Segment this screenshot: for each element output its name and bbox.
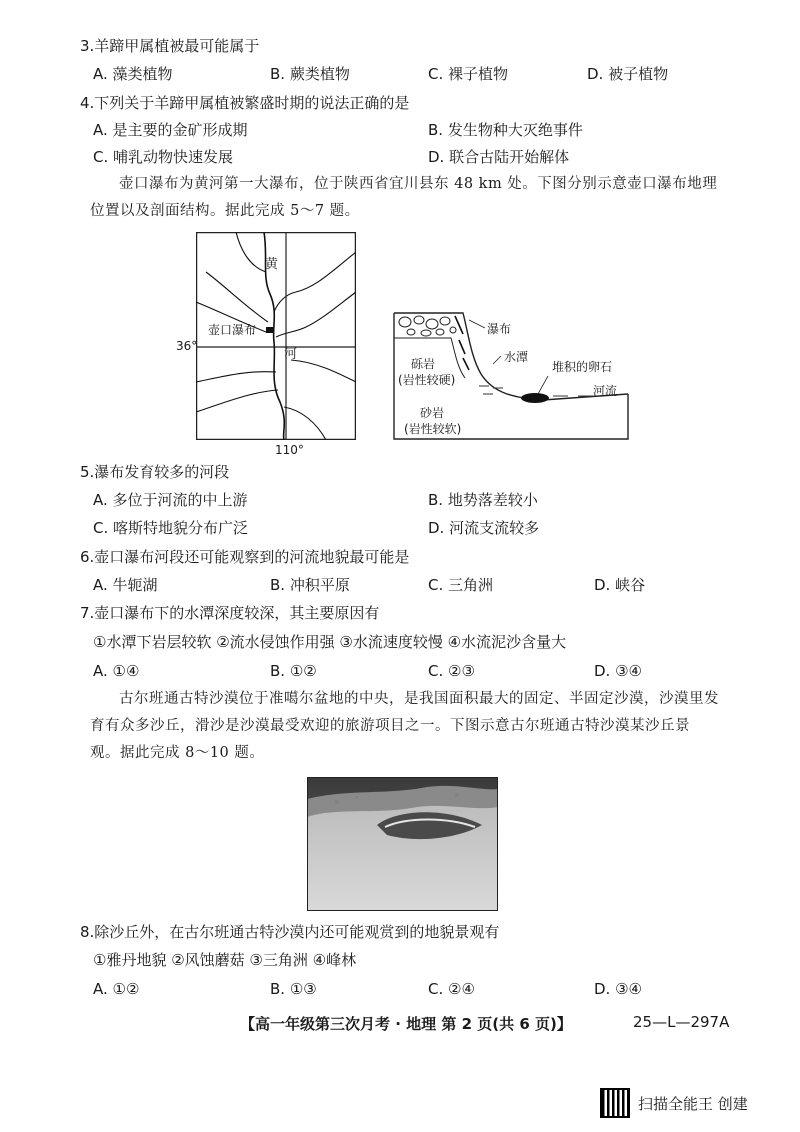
profile-label-river: 河流 xyxy=(593,384,618,398)
profile-label-sandstone-note: (岩性较软) xyxy=(404,422,462,436)
sand-dune-photo xyxy=(307,777,498,911)
q5-option-d: D. 河流支流较多 xyxy=(428,519,540,537)
map-latitude: 36° xyxy=(176,339,198,353)
q5-option-c: C. 喀斯特地貌分布广泛 xyxy=(93,519,249,537)
scanner-watermark xyxy=(600,1088,748,1118)
q7-option-a: A. ①④ xyxy=(93,662,140,680)
q4-stem: 4.下列关于羊蹄甲属植被繁盛时期的说法正确的是 xyxy=(80,94,410,112)
q4-option-d: D. 联合古陆开始解体 xyxy=(428,148,570,166)
intro-hukou-line1: 壶口瀑布为黄河第一大瀑布，位于陕西省宜川县东 48 km 处。下图分别示意壶口瀑布地理 xyxy=(119,176,718,192)
profile-label-conglomerate-note: (岩性较硬) xyxy=(398,373,456,387)
profile-label-sandstone: 砂岩 xyxy=(420,406,445,420)
pebble-pile-icon xyxy=(521,393,549,403)
q8-items: ①雅丹地貌 ②风蚀蘑菇 ③三角洲 ④峰林 xyxy=(93,951,357,969)
profile-label-pebbles: 堆积的卵石 xyxy=(552,360,613,374)
q7-option-d: D. ③④ xyxy=(594,662,642,680)
waterfall-marker-icon xyxy=(266,327,274,333)
q7-stem: 7.壶口瀑布下的水潭深度较深，其主要原因有 xyxy=(80,604,380,622)
exam-code: 25—L—297A xyxy=(633,1013,730,1031)
map-label-waterfall: 壶口瀑布 xyxy=(208,323,257,337)
q6-stem: 6.壶口瀑布河段还可能观察到的河流地貌最可能是 xyxy=(80,548,410,566)
q3-option-c: C. 裸子植物 xyxy=(428,65,509,83)
watermark-text: 扫描全能王 创建 xyxy=(638,1094,748,1113)
q7-option-b: B. ①② xyxy=(270,662,317,680)
intro-desert-line1: 古尔班通古特沙漠位于准噶尔盆地的中央，是我国面积最大的固定、半固定沙漠，沙漠里发 xyxy=(119,691,719,707)
page-footer: 【高一年级第三次月考 · 地理 第 2 页(共 6 页)】 xyxy=(240,1015,572,1033)
q8-option-b: B. ①③ xyxy=(270,980,317,998)
intro-paragraph-desert xyxy=(90,686,740,767)
q7-items: ①水潭下岩层较软 ②流水侵蚀作用强 ③水流速度较慢 ④水流泥沙含量大 xyxy=(93,633,567,651)
qr-code-icon xyxy=(600,1088,630,1118)
q8-option-d: D. ③④ xyxy=(594,980,642,998)
map-label-he: 河 xyxy=(284,347,298,362)
q8-option-a: A. ①② xyxy=(93,980,140,998)
q6-option-b: B. 冲积平原 xyxy=(270,576,350,594)
intro-paragraph-hukou xyxy=(90,171,740,225)
q8-stem: 8.除沙丘外，在古尔班通古特沙漠内还可能观赏到的地貌景观有 xyxy=(80,923,500,941)
map-longitude: 110° xyxy=(275,443,304,457)
q3-option-a: A. 藻类植物 xyxy=(93,65,173,83)
q4-option-c: C. 哺乳动物快速发展 xyxy=(93,148,234,166)
map-label-huang: 黄 xyxy=(265,257,279,272)
q3-option-b: B. 蕨类植物 xyxy=(270,65,350,83)
q7-option-c: C. ②③ xyxy=(428,662,475,680)
profile-label-waterfall: 瀑布 xyxy=(487,322,512,336)
q5-option-a: A. 多位于河流的中上游 xyxy=(93,491,248,509)
intro-desert-line2: 育有众多沙丘，滑沙是沙漠最受欢迎的旅游项目之一。下图示意古尔班通古特沙漠某沙丘景 xyxy=(90,718,690,734)
q4-option-b: B. 发生物种大灭绝事件 xyxy=(428,121,583,139)
intro-hukou-line2: 位置以及剖面结构。据此完成 5～7 题。 xyxy=(90,203,360,219)
q6-option-c: C. 三角洲 xyxy=(428,576,494,594)
q5-stem: 5.瀑布发育较多的河段 xyxy=(80,463,230,481)
profile-label-conglomerate: 砾岩 xyxy=(411,357,436,371)
q3-option-d: D. 被子植物 xyxy=(587,65,669,83)
q5-option-b: B. 地势落差较小 xyxy=(428,491,538,509)
q8-option-c: C. ②④ xyxy=(428,980,475,998)
q3-stem: 3.羊蹄甲属植被最可能属于 xyxy=(80,37,260,55)
q6-option-d: D. 峡谷 xyxy=(594,576,646,594)
q4-option-a: A. 是主要的金矿形成期 xyxy=(93,121,248,139)
q6-option-a: A. 牛轭湖 xyxy=(93,576,158,594)
intro-desert-line3: 观。据此完成 8～10 题。 xyxy=(90,745,265,761)
profile-label-pool: 水潭 xyxy=(504,350,529,364)
